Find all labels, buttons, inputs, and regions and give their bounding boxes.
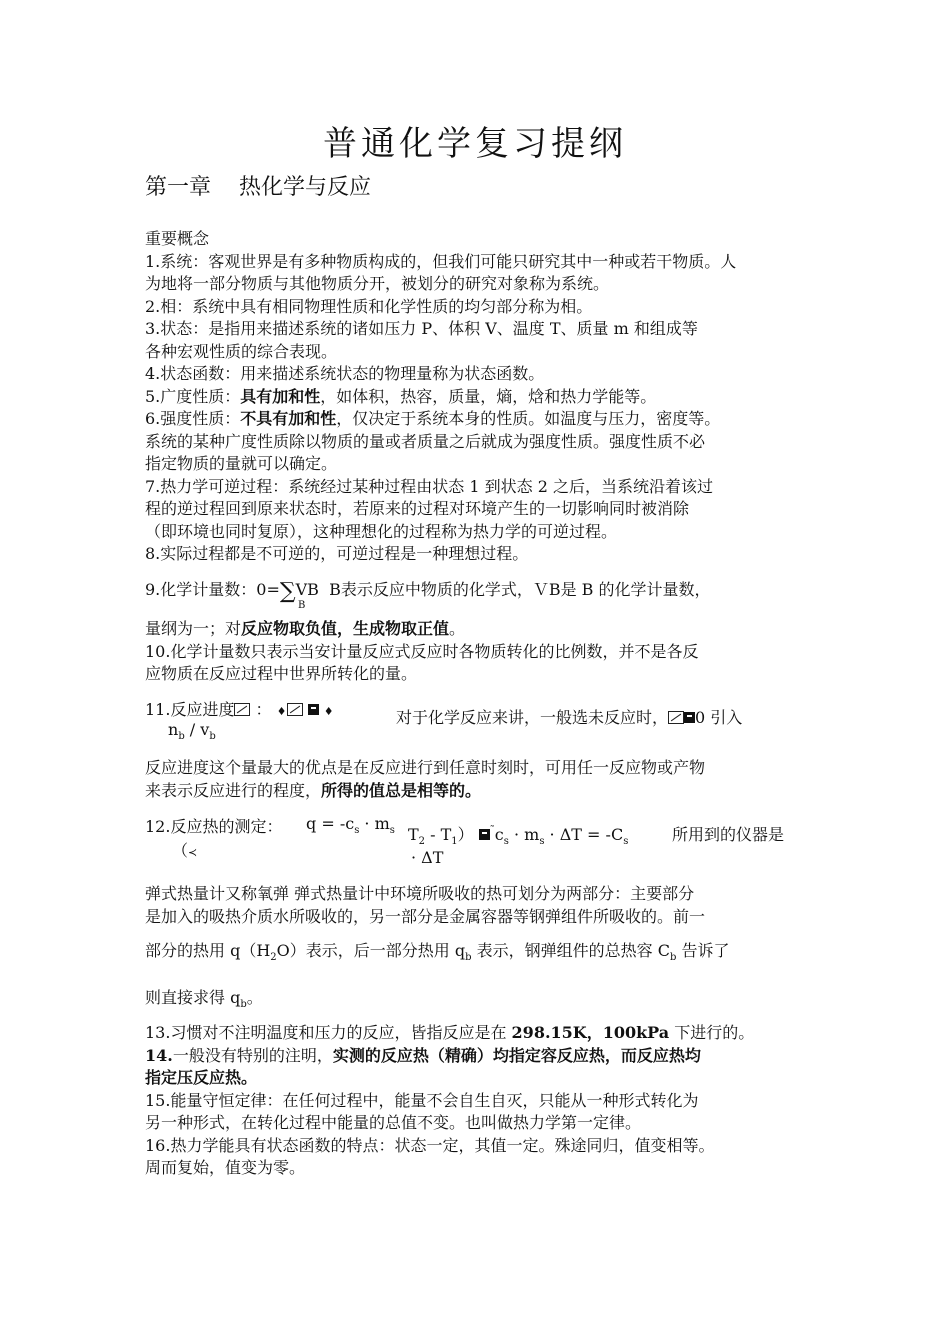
xi-symbol-icon — [234, 703, 250, 716]
concepts-block — [145, 228, 825, 566]
item-9-line-2: 量纲为一；对反应物取负值，生成物取正值。 — [145, 619, 466, 638]
item-7-line-3: （即环境也同时复原），这种理想化的过程称为热力学的可逆过程。 — [145, 521, 618, 541]
glyph-icon: ♦ — [276, 705, 287, 718]
item-4: 4.状态函数：用来描述系统状态的物理量称为状态函数。 — [145, 364, 545, 383]
chapter-name: 热化学与反应 — [239, 175, 372, 200]
glyph-icon: ♦ — [323, 705, 334, 718]
item-12-line-4: 部分的热用 $q(H_2O)$表示，后一部分热用 $q_b$ 表示，钢弹组件的总热容 $C_b$ 告诉了 — [145, 941, 730, 963]
item-16-line-2: 周而复始，值变为零。 — [145, 1158, 306, 1177]
items-13-16-block — [145, 1022, 825, 1180]
item-10-line-1: 10.化学计量数只表示当安计量反应式反应时各物质转化的比例数，并不是各反 — [145, 641, 699, 661]
item-11-line-2: 反应进度这个量最大的优点是在反应进行到任意时刻时，可用任一反应物或产物 — [145, 758, 706, 777]
item-11-block — [145, 757, 825, 802]
item-3-line-1: 3.状态：是指用来描述系统的诸如压力 P、体积 V、温度 T、质量 m 和组成等 — [145, 319, 698, 338]
item-12-formula-2: $T_2 - T_1$） $^˜c_s \cdot m_s \cdot \Delta T = -C_s$ — [408, 825, 629, 847]
item-12-formula-1: $q = -c_s \cdot m_s$ — [306, 814, 395, 836]
item-9-10-block — [145, 618, 825, 686]
chapter-number: 第一章 — [145, 175, 212, 200]
summation-symbol: ∑ — [279, 579, 296, 604]
equals-box-icon — [308, 704, 319, 715]
item-12-formula-3: · ΔT — [411, 848, 444, 867]
document-title: 普通化学复习提纲 — [323, 124, 627, 164]
item-6-line-2: 系统的某种广度性质除以物质的量或者质量之后就成为强度性质。强度性质不必 — [145, 431, 706, 451]
item-6-line-1: 6.强度性质：不具有加和性，仅决定于系统本身的性质。如温度与压力，密度等。 — [145, 409, 721, 428]
item-8: 8.实际过程都是不可逆的，可逆过程是一种理想过程。 — [145, 544, 529, 563]
item-12-block — [145, 883, 825, 928]
item-7-line-2: 程的逆过程回到原来状态时，若原来的过程对环境产生的一切影响同时被消除 — [145, 499, 690, 518]
item-1-line-1: 1.系统：客观世界是有多种物质构成的，但我们可能只研究其中一种或若干物质。人 — [145, 251, 737, 271]
item-12-line-5: 则直接求得 $q_b$。 — [145, 988, 263, 1010]
xi-symbol-icon — [668, 711, 684, 724]
xi-symbol-icon — [287, 703, 303, 716]
item-2: 2.相：系统中具有相同物理性质和化学性质的均匀部分称为相。 — [145, 296, 593, 316]
chapter-heading — [145, 170, 371, 201]
item-3-line-2: 各种宏观性质的综合表现。 — [145, 341, 338, 361]
item-11-line-1: 11.反应进度 ： ♦ ♦ — [145, 700, 334, 719]
item-16-line-1: 16.热力学能具有状态函数的特点：状态一定，其值一定。殊途同归，值变相等。 — [145, 1135, 715, 1155]
item-11-formula: $n_b / v_b$ — [168, 720, 216, 742]
item-12-instrument: 所用到的仪器是 — [672, 825, 785, 844]
item-13: 13.习惯对不注明温度和压力的反应，皆指反应是在 298.15K，100kPa 下进行的。 — [145, 1023, 755, 1042]
equals-box-icon — [684, 712, 695, 723]
item-11-line-3: 来表示反应进行的程度，所得的值总是相等的。 — [145, 780, 482, 800]
item-12-paren: （≺ — [172, 841, 198, 860]
item-14-line-2: 指定压反应热。 — [145, 1068, 258, 1087]
item-9-line-1: 9.化学计量数：0=∑VB B表示反应中物质的化学式，ＶB是 B 的化学计量数， — [145, 579, 711, 604]
item-12-label: 12.反应热的测定： — [145, 817, 283, 836]
item-1-line-2: 为地将一部分物质与其他物质分开，被划分的研究对象称为系统。 — [145, 274, 610, 293]
item-10-line-2: 应物质在反应过程中世界所转化的量。 — [145, 664, 418, 683]
item-12-line-3: 是加入的吸热介质水所吸收的，另一部分是金属容器等钢弹组件所吸收的。前一 — [145, 906, 706, 926]
item-6-line-3: 指定物质的量就可以确定。 — [145, 454, 338, 473]
item-5: 5.广度性质：具有加和性，如体积，热容，质量，熵，焓和热力学能等。 — [145, 386, 657, 406]
section-heading: 重要概念 — [145, 229, 210, 248]
summation-subscript: B — [298, 600, 306, 611]
equals-box-icon — [479, 829, 490, 840]
item-14-line-1: 14.一般没有特别的注明，实测的反应热（精确）均指定容反应热，而反应热均 — [145, 1045, 701, 1065]
arrow-glyph-icon: ≺ — [188, 846, 198, 859]
item-15-line-2: 另一种形式，在转化过程中能量的总值不变。也叫做热力学第一定律。 — [145, 1113, 642, 1132]
item-15-line-1: 15.能量守恒定律：在任何过程中，能量不会自生自灭，只能从一种形式转化为 — [145, 1090, 699, 1110]
item-11-text: 对于化学反应来讲，一般选未反应时， 0 引入 — [396, 708, 743, 727]
item-7-line-1: 7.热力学可逆过程：系统经过某种过程由状态 1 到状态 2 之后，当系统沿着该过 — [145, 476, 713, 496]
item-12-line-2: 弹式热量计又称氧弹 弹式热量计中环境所吸收的热可划分为两部分：主要部分 — [145, 884, 695, 903]
